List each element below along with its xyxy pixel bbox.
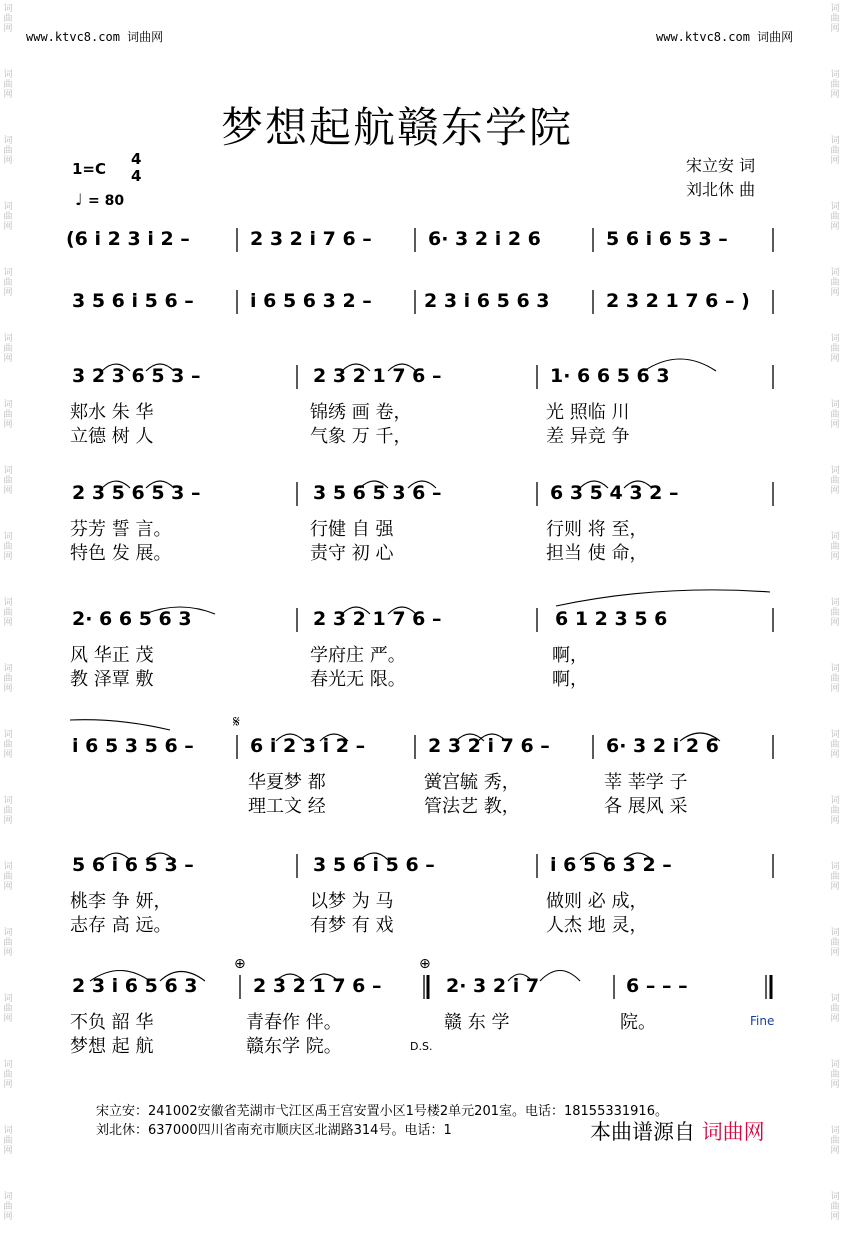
quarter-note-icon: ♩ xyxy=(75,190,83,209)
tempo-marking: = 80 xyxy=(88,193,125,209)
measure-1-2: 2 3 2 i 7 6 – xyxy=(250,228,372,250)
measure-3-1: 3 2 3 6 5 3 – xyxy=(72,365,201,387)
measure-8-3: 2· 3 2 i 7 xyxy=(446,975,540,997)
coda-icon: ⊕ xyxy=(234,956,246,972)
measure-5-1: 2· 6 6 5 6 3 xyxy=(72,608,192,630)
contact-line-composer: 刘北休：637000四川省南充市顺庆区北湖路314号。电话：1 xyxy=(96,1123,452,1138)
lyric-8-4a: 院。 xyxy=(620,1012,656,1033)
header-website-left[interactable]: www.ktvc8.com 词曲网 xyxy=(26,30,164,44)
lyric-4-3a: 行则 将 至， xyxy=(546,519,648,540)
measure-7-2: 3 5 6 i 5 6 – xyxy=(313,854,435,876)
lyric-5-2a: 学府庄 严。 xyxy=(310,645,406,666)
measure-7-3: i 6 5 6 3 2 – xyxy=(550,854,672,876)
lyricist-credit: 宋立安 词 xyxy=(686,156,756,175)
measure-4-2: 3 5 6 5 3 6 – xyxy=(313,482,442,504)
lyric-4-1a: 芬芳 誓 言。 xyxy=(70,519,172,540)
time-signature-top: 4 xyxy=(131,150,142,168)
measure-8-2: 2 3 2 1 7 6 – xyxy=(253,975,382,997)
lyric-3-1b: 立德 树 人 xyxy=(70,426,154,447)
measure-5-3: 6 1 2 3 5 6 xyxy=(555,608,668,630)
measure-6-2: 6 i 2 3 i 2 – xyxy=(250,735,366,757)
measure-8-1: 2 3 i 6 5 6 3 xyxy=(72,975,198,997)
side-watermark-left: 词 曲 网 词 曲 网 词 曲 网 词 曲 网 词 曲 网 词 曲 网 词 曲 网 词 曲 网 词 曲 网 词 曲 网 词 曲 网 词 曲 网 词 曲 网 词 曲 网 词 曲 网 词 曲 网 词 曲 网 词 曲 网 词 曲 网 xyxy=(3,4,13,1222)
lyric-6-2b: 理工文 经 xyxy=(248,796,326,817)
lyric-8-1a: 不负 韶 华 xyxy=(70,1012,154,1033)
measure-2-4: 2 3 2 1 7 6 – ) xyxy=(606,290,750,312)
measure-3-3: 1· 6 6 5 6 3 xyxy=(550,365,670,387)
lyric-4-3b: 担当 使 命， xyxy=(546,543,648,564)
measure-3-2: 2 3 2 1 7 6 – xyxy=(313,365,442,387)
lyric-8-2b: 赣东学 院。 xyxy=(246,1036,342,1057)
lyric-8-2a: 青春作 伴。 xyxy=(246,1012,342,1033)
lyric-7-2b: 有梦 有 戏 xyxy=(310,915,394,936)
source-label-text: 本曲谱源自 xyxy=(590,1120,695,1144)
lyric-6-2a: 华夏梦 都 xyxy=(248,772,326,793)
lyric-7-3b: 人杰 地 灵， xyxy=(546,915,648,936)
lyric-6-3b: 管法艺 教， xyxy=(424,796,520,817)
measure-6-4: 6· 3 2 i 2 6 xyxy=(606,735,719,757)
measure-7-1: 5 6 i 6 5 3 – xyxy=(72,854,194,876)
measure-4-3: 6 3 5 4 3 2 – xyxy=(550,482,679,504)
source-site-link[interactable]: 词曲网 xyxy=(701,1120,765,1144)
side-watermark-right: 词 曲 网 词 曲 网 词 曲 网 词 曲 网 词 曲 网 词 曲 网 词 曲 网 词 曲 网 词 曲 网 词 曲 网 词 曲 网 词 曲 网 词 曲 网 词 曲 网 词 曲 网 词 曲 网 词 曲 网 词 曲 网 词 曲 网 xyxy=(830,4,840,1222)
lyric-5-2b: 春光无 限。 xyxy=(310,669,406,690)
measure-6-1: i 6 5 3 5 6 – xyxy=(72,735,194,757)
lyric-3-2a: 锦绣 画 卷， xyxy=(310,402,412,423)
lyric-3-3a: 光 照临 川 xyxy=(546,402,630,423)
lyric-6-3a: 黉宫毓 秀， xyxy=(424,772,520,793)
lyric-5-1b: 教 泽覃 敷 xyxy=(70,669,154,690)
lyric-4-1b: 特色 发 展。 xyxy=(70,543,172,564)
lyric-4-2b: 责守 初 心 xyxy=(310,543,394,564)
lyric-7-3a: 做则 必 成， xyxy=(546,891,648,912)
measure-2-3: 2 3 i 6 5 6 3 xyxy=(424,290,550,312)
measure-2-1: 3 5 6 i 5 6 – xyxy=(72,290,194,312)
measure-2-2: i 6 5 6 3 2 – xyxy=(250,290,372,312)
source-label xyxy=(590,1116,765,1146)
lyric-5-3b: 啊， xyxy=(552,669,588,690)
lyric-4-2a: 行健 自 强 xyxy=(310,519,394,540)
lyric-7-1b: 志存 高 远。 xyxy=(70,915,172,936)
lyric-7-2a: 以梦 为 马 xyxy=(310,891,394,912)
lyric-6-4a: 莘 莘学 子 xyxy=(604,772,688,793)
lyric-8-3a: 赣 东 学 xyxy=(444,1012,510,1033)
lyric-6-4b: 各 展风 采 xyxy=(604,796,688,817)
measure-6-3: 2 3 2 i 7 6 – xyxy=(428,735,550,757)
lyric-3-1a: 郏水 朱 华 xyxy=(70,402,154,423)
measure-4-1: 2 3 5 6 5 3 – xyxy=(72,482,201,504)
measure-1-1: (6 i 2 3 i 2 – xyxy=(66,228,190,250)
segno-icon: 𝄋 xyxy=(233,712,240,731)
lyric-8-1b: 梦想 起 航 xyxy=(70,1036,154,1057)
lyric-5-3a: 啊， xyxy=(552,645,588,666)
lyric-5-1a: 风 华正 茂 xyxy=(70,645,154,666)
measure-1-4: 5 6 i 6 5 3 – xyxy=(606,228,728,250)
key-signature: 1=C xyxy=(72,160,107,178)
lyric-7-1a: 桃李 争 妍， xyxy=(70,891,172,912)
lyric-3-3b: 差 异竞 争 xyxy=(546,426,630,447)
measure-1-3: 6· 3 2 i 2 6 xyxy=(428,228,541,250)
ds-mark: D.S. xyxy=(410,1040,433,1053)
fine-mark: Fine xyxy=(750,1014,775,1028)
header-website-right[interactable]: www.ktvc8.com 词曲网 xyxy=(656,30,794,44)
measure-5-2: 2 3 2 1 7 6 – xyxy=(313,608,442,630)
time-signature-bottom: 4 xyxy=(131,167,142,185)
contact-line-lyricist: 宋立安：241002安徽省芜湖市弋江区禹王宫安置小区1号楼2单元201室。电话：18155331916。 xyxy=(96,1104,668,1119)
measure-8-4: 6 – – – xyxy=(626,975,688,997)
composer-credit: 刘北休 曲 xyxy=(686,180,756,199)
lyric-3-2b: 气象 万 千， xyxy=(310,426,412,447)
coda-icon-2: ⊕ xyxy=(419,956,431,972)
song-title: 梦想起航赣东学院 xyxy=(221,103,574,152)
